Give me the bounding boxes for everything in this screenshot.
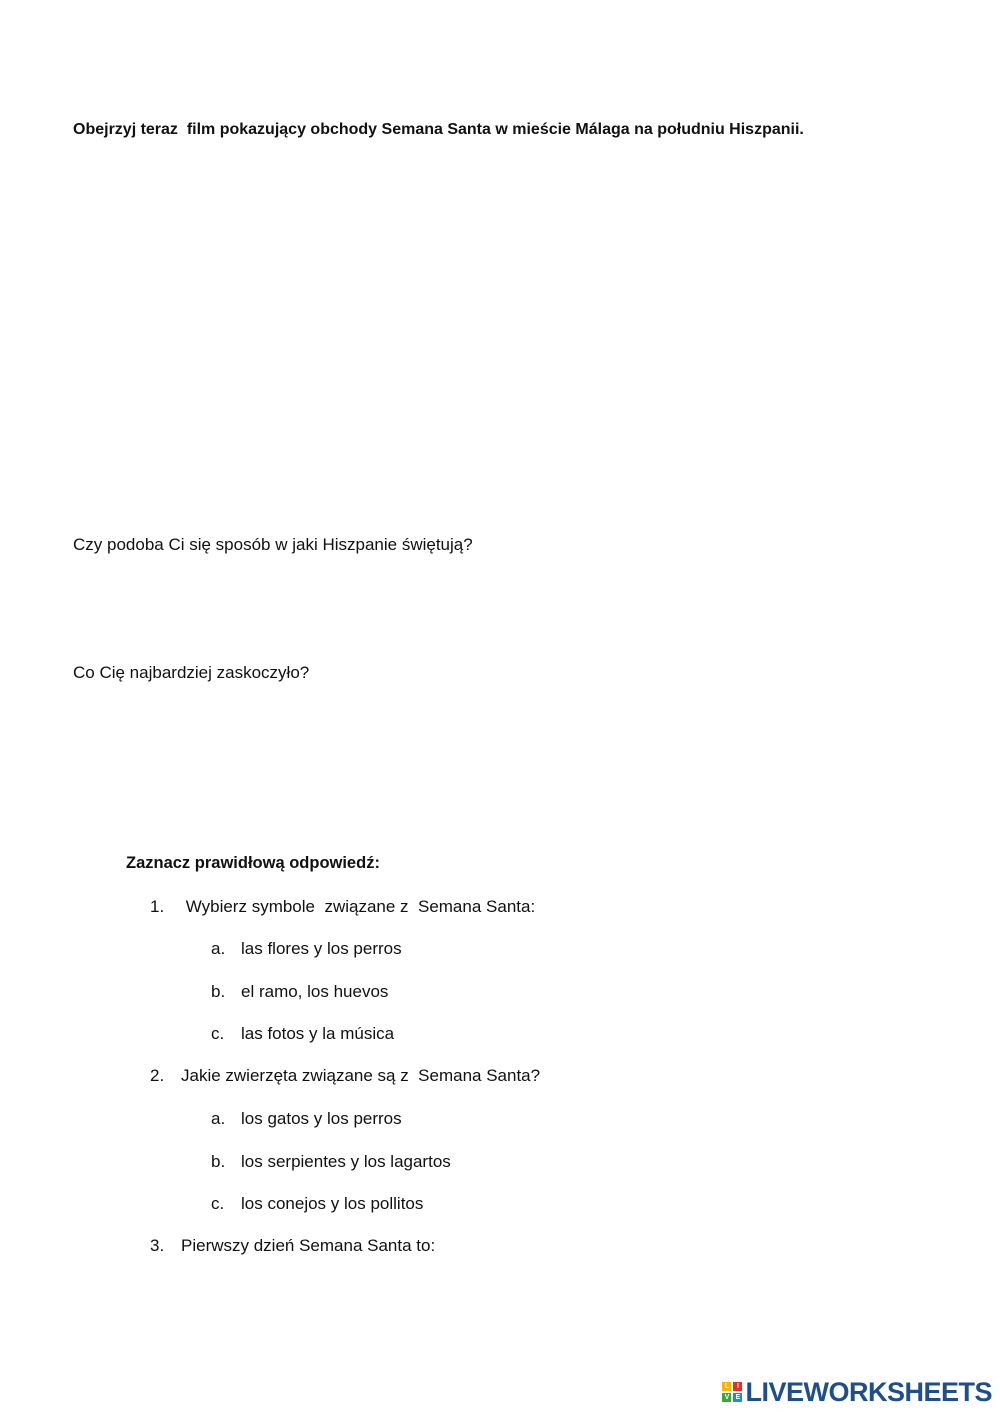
logo-text: LIVEWORKSHEETS [745, 1376, 992, 1407]
item-number: 2. [150, 1066, 165, 1085]
option-text[interactable]: el ramo, los huevos [241, 982, 389, 1001]
logo-square: E [733, 1393, 742, 1402]
logo-square: I [733, 1382, 742, 1391]
logo-square: V [722, 1393, 731, 1402]
option-letter: c. [211, 1194, 225, 1213]
option-letter: a. [211, 1109, 226, 1128]
option-text[interactable]: las flores y los perros [241, 939, 402, 958]
intro-instruction: Obejrzyj teraz film pokazujący obchody Semana Santa w mieście Málaga na południu Hiszpanii. [73, 121, 804, 138]
item-text: Jakie zwierzęta związane są z Semana Santa? [181, 1066, 541, 1085]
item-number: 1. [150, 897, 165, 916]
option-letter: a. [211, 939, 226, 958]
liveworksheets-logo [722, 1377, 992, 1407]
option-text[interactable]: las fotos y la música [241, 1024, 395, 1043]
item-text: Wybierz symbole związane z Semana Santa: [181, 897, 536, 916]
logo-squares-icon [722, 1382, 742, 1402]
option-letter: b. [211, 1152, 226, 1171]
question-surprise: Co Cię najbardziej zaskoczyło? [73, 663, 310, 682]
option-letter: c. [211, 1024, 225, 1043]
option-letter: b. [211, 982, 226, 1001]
question-celebration: Czy podoba Ci się sposób w jaki Hiszpanie świętują? [73, 535, 473, 554]
logo-square: L [722, 1382, 731, 1391]
item-number: 3. [150, 1236, 165, 1255]
option-text[interactable]: los serpientes y los lagartos [241, 1152, 451, 1171]
item-text: Pierwszy dzień Semana Santa to: [181, 1236, 436, 1255]
option-text[interactable]: los gatos y los perros [241, 1109, 402, 1128]
option-text[interactable]: los conejos y los pollitos [241, 1194, 424, 1213]
section-title: Zaznacz prawidłową odpowiedź: [126, 854, 380, 872]
